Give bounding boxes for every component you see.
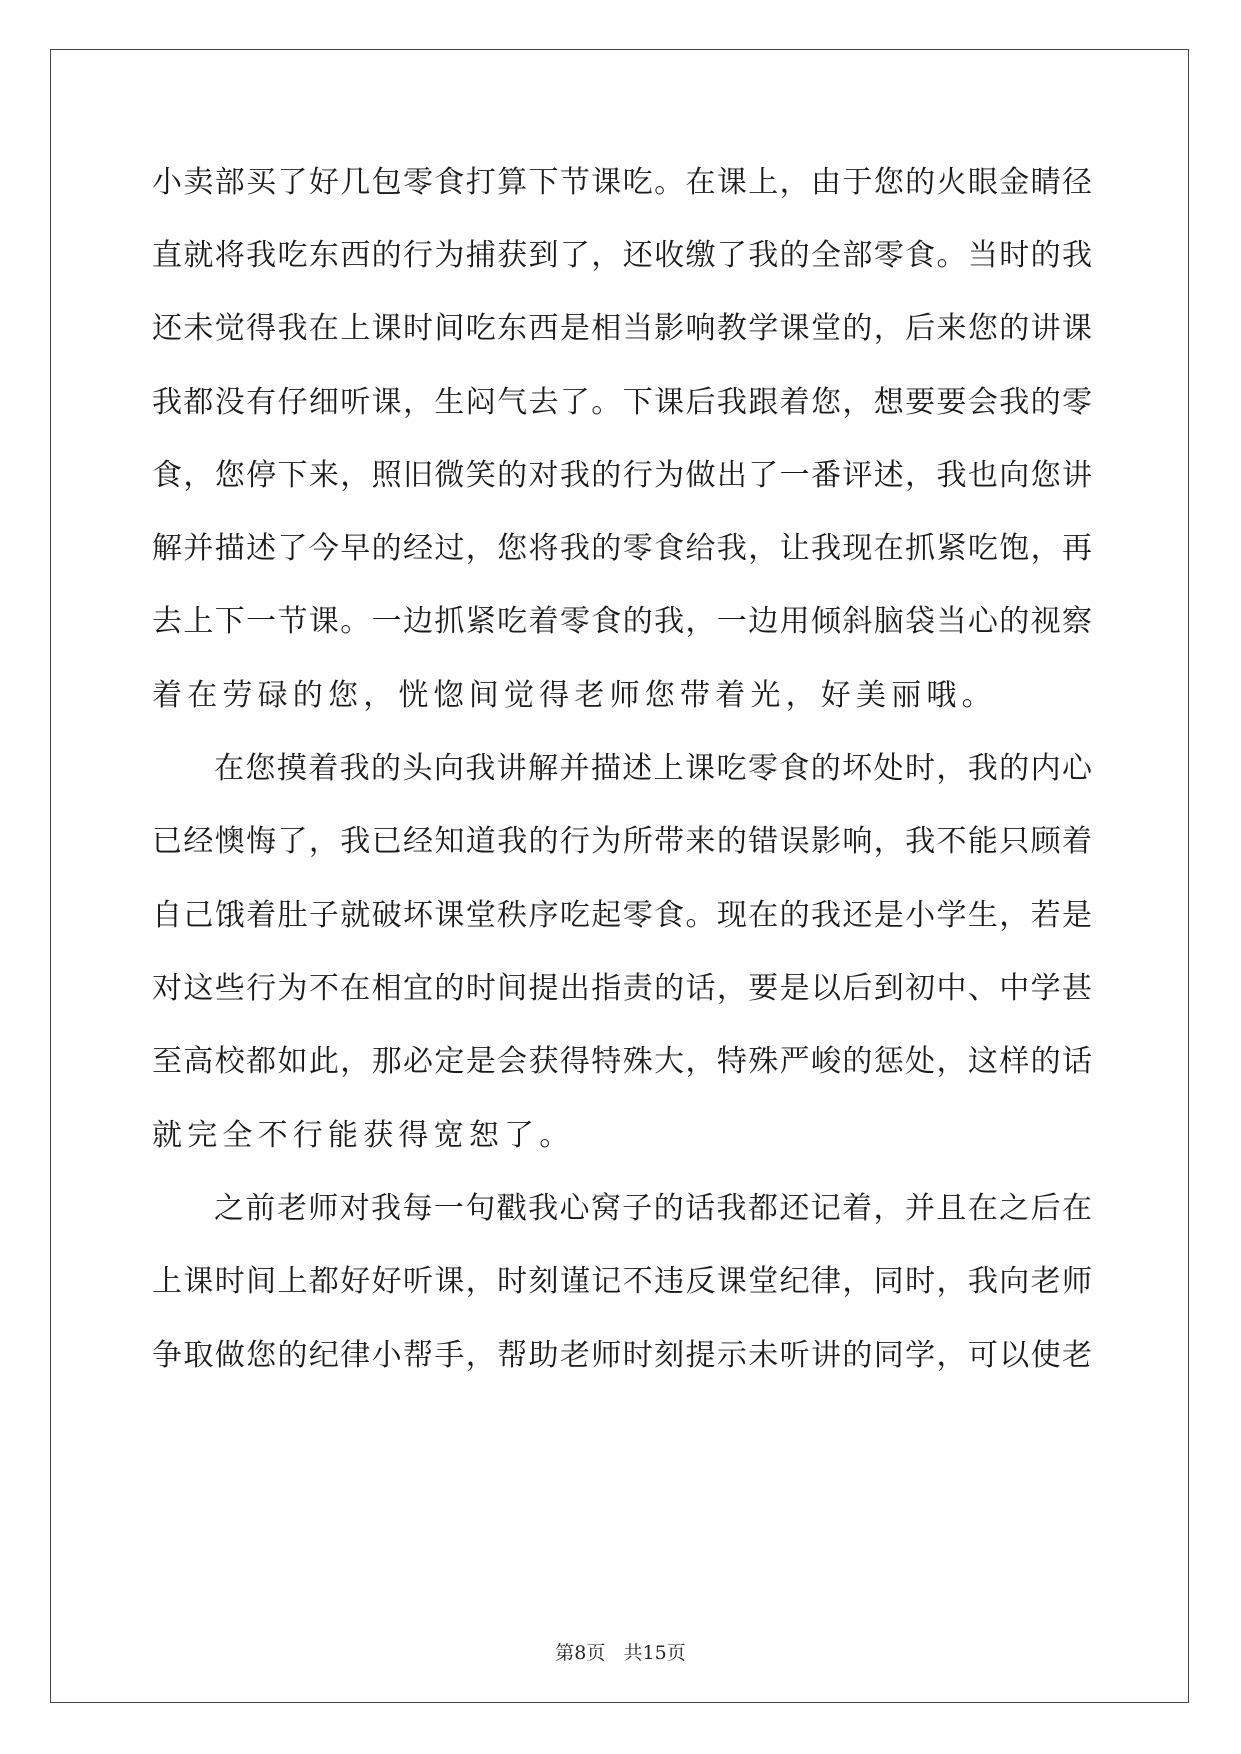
text-line: 之前老师对我每一句戳我心窝子的话我都还记着，并且在之后在 (214, 1191, 1092, 1226)
text-line: 至高校都如此，那必定是会获得特殊大，特殊严峻的惩处，这样的话 (152, 1044, 1092, 1079)
text-line: 去上下一节课。一边抓紧吃着零食的我，一边用倾斜脑袋当心的视察 (152, 604, 1092, 639)
page-number: 第8页 (555, 1642, 606, 1664)
text-line: 对这些行为不在相宜的时间提出指责的话，要是以后到初中、中学甚 (152, 971, 1092, 1006)
page-footer (0, 1641, 1241, 1665)
text-line: 直就将我吃东西的行为捕获到了，还收缴了我的全部零食。当时的我 (152, 238, 1092, 273)
text-line: 食，您停下来，照旧微笑的对我的行为做出了一番评述，我也向您讲 (152, 458, 1092, 493)
text-line: 还未觉得我在上课时间吃东西是相当影响教学课堂的，后来您的讲课 (152, 311, 1092, 346)
text-line: 就完全不行能获得宽恕了。 (152, 1118, 575, 1153)
page-total: 共15页 (623, 1642, 686, 1664)
text-line: 我都没有仔细听课，生闷气去了。下课后我跟着您，想要要会我的零 (152, 385, 1092, 420)
text-line: 自己饿着肚子就破坏课堂秩序吃起零食。现在的我还是小学生，若是 (152, 898, 1092, 933)
text-line: 上课时间上都好好听课，时刻谨记不违反课堂纪律，同时，我向老师 (152, 1264, 1092, 1299)
page-border (50, 49, 1189, 1703)
text-line: 解并描述了今早的经过，您将我的零食给我，让我现在抓紧吃饱，再 (152, 531, 1092, 566)
text-line: 争取做您的纪律小帮手，帮助老师时刻提示未听讲的同学，可以使老 (152, 1338, 1092, 1373)
text-line: 已经懊悔了，我已经知道我的行为所带来的错误影响，我不能只顾着 (152, 824, 1092, 859)
text-line: 小卖部买了好几包零食打算下节课吃。在课上，由于您的火眼金睛径 (152, 165, 1092, 200)
text-line: 着在劳碌的您，恍惚间觉得老师您带着光，好美丽哦。 (152, 678, 997, 713)
text-line: 在您摸着我的头向我讲解并描述上课吃零食的坏处时，我的内心 (214, 751, 1092, 786)
